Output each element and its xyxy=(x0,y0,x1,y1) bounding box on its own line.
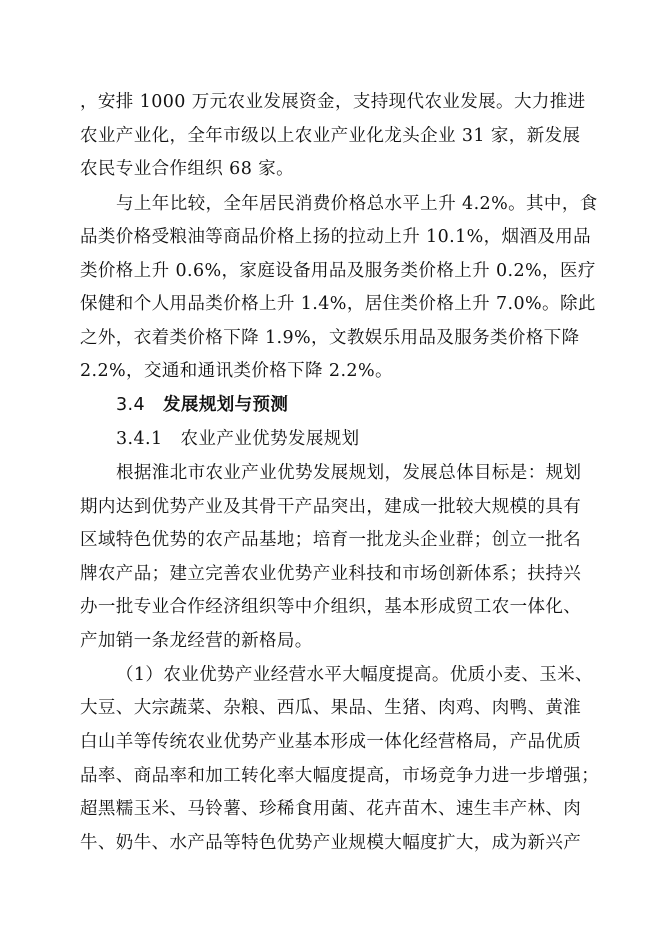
paragraph-line: 产加销一条龙经营的新格局。 xyxy=(80,631,313,651)
paragraph-line: 牌农产品；建立完善农业优势产业科技和市场创新体系；扶持兴 xyxy=(80,564,582,584)
paragraph-line: 品类价格受粮油等商品价格上扬的拉动上升 10.1%，烟酒及用品 xyxy=(80,227,592,247)
paragraph-line: 办一批专业合作经济组织等中介组织，基本形成贸工农一体化、 xyxy=(80,597,582,617)
paragraph-line: 之外，衣着类价格下降 1.9%，文教娱乐用品及服务类价格下降 xyxy=(80,328,580,348)
section-number: 3.4 xyxy=(116,395,146,415)
section-heading xyxy=(116,394,288,416)
paragraph-line: 2.2%，交通和通讯类价格下降 2.2%。 xyxy=(80,361,393,381)
paragraph-line: 品率、商品率和加工转化率大幅度提高，市场竞争力进一步增强； xyxy=(80,766,600,786)
paragraph-line: 农业产业化，全年市级以上农业产业化龙头企业 31 家，新发展 xyxy=(80,126,581,146)
subsection-number: 3.4.1 xyxy=(116,429,163,449)
paragraph-line: 类价格上升 0.6%，家庭设备用品及服务类价格上升 0.2%，医疗 xyxy=(80,261,596,281)
paragraph-line: 大豆、大宗蔬菜、杂粮、西瓜、果品、生猪、肉鸡、肉鸭、黄淮 xyxy=(80,698,582,718)
paragraph-line: 牛、奶牛、水产品等特色优势产业规模大幅度扩大，成为新兴产 xyxy=(80,833,582,853)
paragraph-line: （1）农业优势产业经营水平大幅度提高。优质小麦、玉米、 xyxy=(116,665,593,685)
paragraph-line: 农民专业合作组织 68 家。 xyxy=(80,159,294,179)
subsection-heading xyxy=(116,428,360,450)
paragraph-line: 根据淮北市农业产业优势发展规划，发展总体目标是：规划 xyxy=(116,463,582,483)
paragraph-line: 超黑糯玉米、马铃薯、珍稀食用菌、花卉苗木、速生丰产林、肉 xyxy=(80,799,582,819)
paragraph-line: 白山羊等传统农业优势产业基本形成一体化经营格局，产品优质 xyxy=(80,732,582,752)
paragraph-line: 区域特色优势的农产品基地；培育一批龙头企业群；创立一批名 xyxy=(80,530,582,550)
subsection-title: 农业产业优势发展规划 xyxy=(180,429,360,449)
paragraph-line: 与上年比较，全年居民消费价格总水平上升 4.2%。其中，食 xyxy=(116,194,598,214)
section-title: 发展规划与预测 xyxy=(163,395,289,415)
paragraph-line: 期内达到优势产业及其骨干产品突出，建成一批较大规模的具有 xyxy=(80,497,582,517)
paragraph-line: 保健和个人用品类价格上升 1.4%，居住类价格上升 7.0%。除此 xyxy=(80,294,596,314)
paragraph-line: ，安排 1000 万元农业发展资金，支持现代农业发展。大力推进 xyxy=(80,92,586,112)
